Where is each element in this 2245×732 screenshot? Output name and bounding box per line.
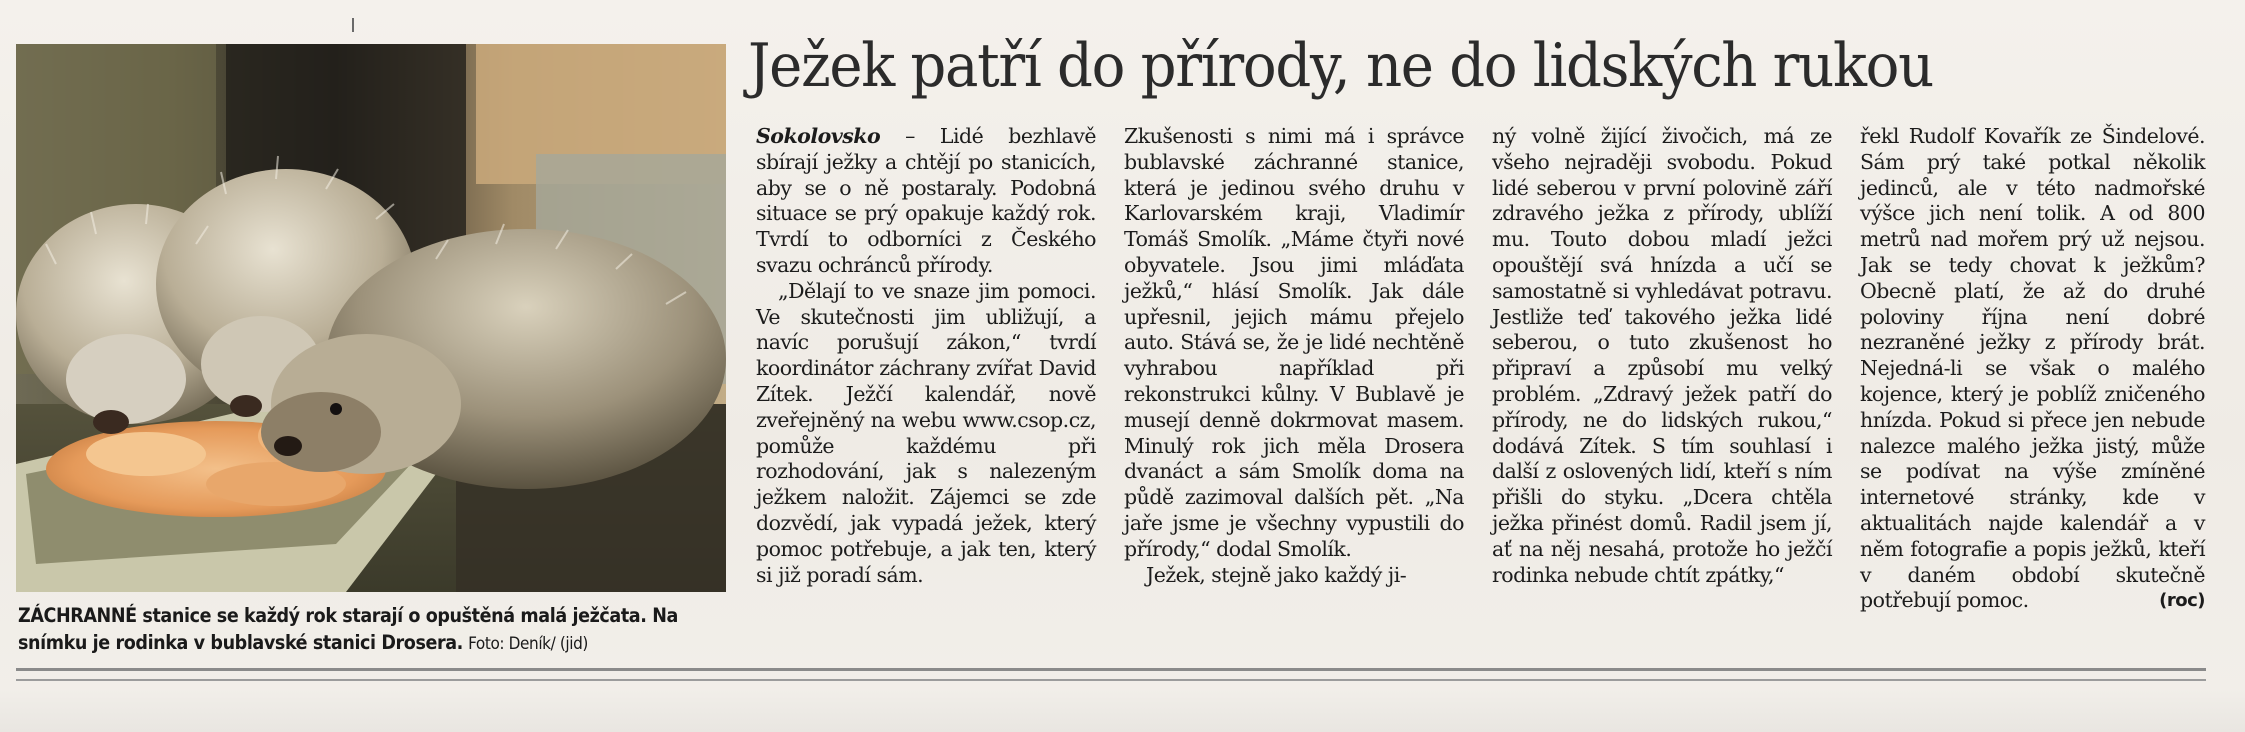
article-column-3 [1492,124,1832,588]
photo-credit: Foto: Deník/ (jid) [468,634,588,654]
bottom-double-rule [16,668,2206,681]
article-column-2 [1124,124,1464,588]
hedgehog-family-photo [16,44,726,592]
article-paragraph: – Lidé bezhlavě sbírají ježky a chtějí po stanicích, aby se o ně postaraly. Podobná situace se prý opakuje každý rok. Tvrdí to odborníci z Českého svazu ochránců přírody. [756,124,1096,277]
article-headline: Ježek patří do přírody, ne do lidských rukou [748,31,1933,101]
article-column-1 [756,124,1096,588]
article-paragraph: řekl Rudolf Kovařík ze Šindelové. Sám prý také potkal několik jedinců, ale v této nadmořské výšce jich není tolik. A od 800 metrů nad mořem prý už nejsou. Jak se tedy chovat k ježkům? Obecně platí, že až do druhé poloviny října není dobré nezraněné ježky z přírody brát. Nejedná-li se však o malého kojence, který je poblíž zničeného hnízda. Pokud si přece jen nebude nalezce malého ježka jistý, může se podívat na výše zmíněné internetové stránky, kde v aktualitách najde kalendář a v něm fotografie a popis ježků, kteří v daném období skutečně potřebují pomoc. [1860,124,2205,613]
author-signature: (roc) [2159,590,2205,612]
article-column-4 [1860,124,2205,614]
article-paragraph: Zkušenosti s nimi má i správce bublavské záchranné stanice, která je jedinou svého druhu v Karlovarském kraji, Vladimír Tomáš Smolík. „Máme čtyři nové obyvatele. Jsou jimi mláďata ježků,“ hlásí Smolík. Jak dále upřesnil, jejich mámu přejelo auto. Stává se, že je lidé nechtěně vyhrabou například při rekonstrukci kůlny. V Bublavě je musejí denně dokrmovat masem. Minulý rok jich měla Drosera dvanáct a sám Smolík doma na půdě zazimoval dalších pět. „Na jaře jsme je všechny vypustili do přírody,“ dodal Smolík. [1124,124,1464,561]
article-paragraph: Ježek, stejně jako každý ji- [1146,562,1407,587]
article-paragraph: „Dělají to ve snaze jim pomoci. Ve skutečnosti jim ubližují, a navíc porušují zákon,“ tvrdí koordinátor záchrany zvířat David Zítek. Ježčí kalendář, nově zveřejněný na webu www.csop.cz, pomůže každému při rozhodování, jak s nalezeným ježkem naložit. Zájemci se zde dozvědí, jak vypadá ježek, který pomoc potřebuje, a jak ten, který si již poradí sám. [756,278,1096,587]
caption-text: ZÁCHRANNÉ stanice se každý rok starají o opuštěná malá ježčata. Na snímku je rodinka v bublavské stanici Drosera. [18,604,678,654]
article-dateline: Sokolovsko [756,124,881,148]
crop-mark [352,18,354,32]
article-paragraph: ný volně žijící živočich, má ze všeho nejraději svobodu. Pokud lidé seberou v první polovině září zdravého ježka z přírody, ublíží mu. Touto dobou mladí ježci opouštějí svá hnízda a učí se samostatně si vyhledávat potravu. Jestliže teď takového ježka lidé seberou, o tuto zkušenost ho připraví a způsobí mu velký problém. „Zdravý ježek patří do přírody, ne do lidských rukou,“ dodává Zítek. S tím souhlasí i další z oslovených lidí, kteří s ním přišli do styku. „Dcera chtěla ježka přinést domů. Radil jsem jí, ať na něj nesahá, protože ho ježčí rodinka nebude chtít zpátky,“ [1492,124,1832,587]
page-margin [0,690,2245,732]
photo-caption [18,602,730,658]
